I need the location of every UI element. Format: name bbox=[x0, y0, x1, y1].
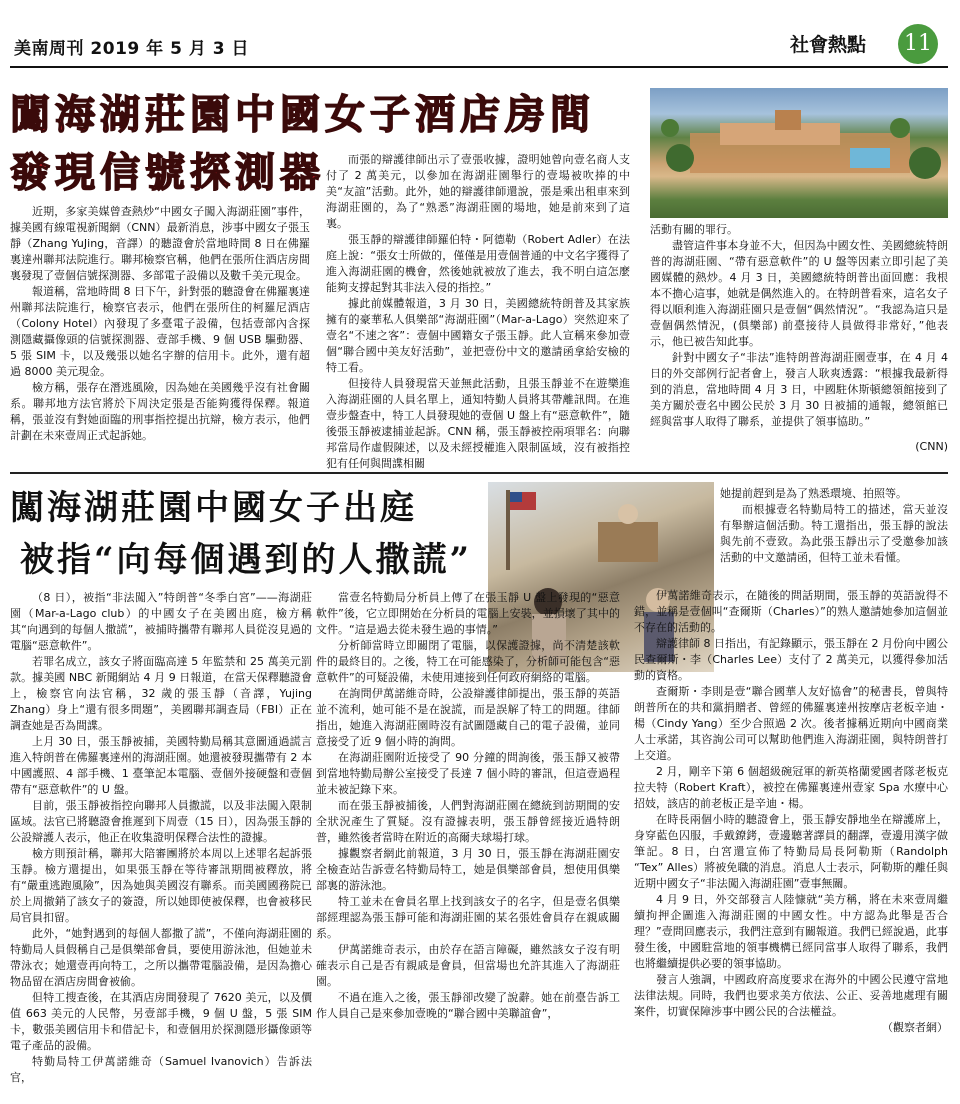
paragraph: 檢方稱，張存在潛逃風險，因為她在美國幾乎沒有社會關系。聯邦地方法官將於下周決定張是否能夠獲得保釋。報道稱，張並沒有對她面臨的刑事指控提出抗辯，檢方表示，他們計劃在未來壹周正式起訴她。 bbox=[10, 381, 310, 442]
article2-title-line1: 闖海湖莊園中國女子出庭 bbox=[10, 488, 417, 528]
article1-source: (CNN) bbox=[915, 440, 948, 453]
photo-illustration bbox=[650, 88, 948, 218]
page-header bbox=[0, 0, 960, 66]
paragraph: 而在張玉靜被捕後，人們對海湖莊園在總統到訪期間的安全狀況產生了質疑。沒有證據表明，張玉靜曾經接近過特朗普，雖然後者當時在附近的高爾夫球場打球。 bbox=[316, 799, 620, 844]
paragraph: 但特工搜查後，在其酒店房間發現了 7620 美元，以及價值 663 美元的人民幣，另壹部手機，9 個 U 盤，5 張 SIM 卡，數張美國信用卡和借記卡，和壹個用於探測隱形攝像頭等電子產品的設備。 bbox=[10, 991, 312, 1052]
paragraph: 目前，張玉靜被指控向聯邦人員撒謊，以及非法闖入限制區域。法官已將聽證會推遲到下周壹（15 日），因為張玉靜的公設辯護人表示，他正在收集證明保釋合法性的證據。 bbox=[10, 799, 312, 844]
paragraph: 活動有關的罪行。 bbox=[650, 223, 738, 236]
paragraph: 針對中國女子“非法”進特朗普海湖莊園壹事，在 4 月 4 日的外交部例行記者會上，發言人耿爽透露：“根據我最新得到的消息，當地時間 4 月 3 日，中國駐休斯頓總領館接到了美方關於壹名中國公民於 3 月 30 日被捕的通報，總領館已經與當事人取得了聯系，並提供了領事協助。” bbox=[650, 351, 948, 428]
paragraph: 特工並未在會員名單上找到該女子的名字，但是壹名俱樂部經理認為張玉靜可能和海湖莊園的某名張姓會員存在親戚關系。 bbox=[316, 895, 620, 940]
article2-column-2 bbox=[316, 590, 620, 1022]
paragraph: 盡管這件事本身並不大，但因為中國女性、美國總統特朗普的海湖莊園、“帶有惡意軟件”的 U 盤等因素立即引起了美國媒體的熱炒。4 月 3 日，美國總統特朗普出面回應：我根本不擔心這事，她就是偶然進入的。在特朗普看來，這名女子得以順利進入海湖莊園只是壹個“偶然情況”。“我認為這只是壹個偶然情況，(俱樂部) 前臺接待人員做得非常好，”他表示，他已被告知此事。 bbox=[650, 239, 948, 348]
paragraph: 張玉靜的辯護律師羅伯特・阿德勒（Robert Adler）在法庭上說：“張女士所做的，僅僅是用壹個普通的中文名字獲得了進入海湖莊園的機會，然後她就被放了進去，我不明白這怎麼能夠支撐起對其非法入侵的指控。” bbox=[326, 233, 630, 294]
paragraph: 上月 30 日，張玉靜被捕，美國特勤局稱其意圖通過謊言進入特朗普在佛羅裏達州的海湖莊園。她還被發現攜帶有 2 本中國護照、4 部手機、1 臺筆記本電腦、壹個外接硬盤和壹個帶有“惡意軟件”的 U 盤。 bbox=[10, 735, 312, 796]
paragraph: 4 月 9 日，外交部發言人陸慷就“美方稱，將在未來壹周繼續拘押企圖進入海湖莊園的中國女性。中方認為此舉是否合理？”壹問回應表示，我們注意到有關報道。我們已經說過，此事發生後，中國駐當地的領事機構已經同當事人取得了聯系，我們也將繼續提供必要的領事協助。 bbox=[634, 893, 948, 970]
section-name: 社會熱點 bbox=[790, 34, 867, 56]
paragraph: 伊萬諾維奇表示，在隨後的問話期間，張玉靜的英語說得不錯，並稱是壹個叫“查爾斯（Charles）”的熟人邀請她參加這個並不存在的活動的。 bbox=[634, 589, 948, 634]
paragraph: 報道稱，當地時間 8 日下午，針對張的聽證會在佛羅裏達州聯邦法院進行，檢察官表示，他們在張所住的柯羅尼酒店（Colony Hotel）內發現了多臺電子設備，包括壹部內含探測隱藏攝像頭的信號探測器、壹部手機、9 個 USB 驅動器、5 張 SIM 卡，以及幾張以她名字辦的信用卡。此外，還有超過 8000 美元現金。 bbox=[10, 285, 310, 378]
paragraph: 伊萬諾維奇表示，由於存在語言障礙，雖然該女子沒有明確表示自己是否有親戚是會員，但當場也允許其進入了海湖莊園。 bbox=[316, 943, 620, 988]
publication-date: 美南周刊 2019 年 5 月 3 日 bbox=[14, 39, 249, 59]
mar-a-lago-aerial-photo bbox=[650, 88, 948, 218]
paragraph: 特勤局特工伊萬諾維奇（Samuel Ivanovich）告訴法官， bbox=[10, 1055, 312, 1084]
paragraph: 此外，“她對遇到的每個人都撒了謊”，不僅向海湖莊園的特勤局人員假稱自己是俱樂部會員，要使用游泳池，但她並未帶泳衣；她還壹再向特工，之所以攜帶電腦設備，是因為擔心物品留在酒店房間會被偷。 bbox=[10, 927, 312, 988]
paragraph: 不過在進入之後，張玉靜卻改變了說辭。她在前臺告訴工作人員自己是來參加壹晚的“聯合國中美聯誼會”， bbox=[316, 991, 620, 1020]
paragraph: （8 日），被指“非法闖入”特朗普“冬季白宮”——海湖莊園（Mar-a-Lago club）的中國女子在美國出庭，檢方稱其“向遇到的每個人撒謊”，被捕時攜帶有聯邦人員從沒見過的電腦“惡意軟件”。 bbox=[10, 591, 312, 652]
article1-column-1 bbox=[10, 204, 310, 444]
article2-source: （觀察者網） bbox=[882, 1021, 948, 1034]
article1-title-line1: 闖海湖莊園中國女子酒店房間 bbox=[10, 91, 595, 138]
paragraph: 辯護律師 8 日指出，有記錄顯示，張玉靜在 2 月份向中國公民查爾斯・李（Charles Lee）支付了 2 萬美元，以獲得參加活動的資格。 bbox=[634, 637, 948, 682]
article2-title-line2: 被指“向每個遇到的人撒謊” bbox=[20, 540, 473, 580]
article1-column-2 bbox=[326, 152, 630, 472]
paragraph: 發言人強調，中國政府高度要求在海外的中國公民遵守當地法律法規。同時，我們也要求美方依法、公正、妥善地處理有關案件，切實保障涉事中國公民的合法權益。 bbox=[634, 973, 948, 1018]
paragraph: 她提前趕到是為了熟悉環境、拍照等。 bbox=[720, 487, 907, 500]
paragraph: 據此前媒體報道，3 月 30 日，美國總統特朗普及其家族擁有的豪華私人俱樂部“海湖莊園”（Mar-a-Lago）突然迎來了壹名“不速之客”：壹個中國籍女子張玉靜。此人宣稱來參加壹個“聯合國中美友好活動”，並把壹份中文的邀請函拿給安檢的特工看。 bbox=[326, 297, 630, 374]
paragraph: 在詢問伊萬諾維奇時，公設辯護律師提出，張玉靜的英語並不流利，她可能不是在說謊，而是誤解了特工的問題。律師指出，她進入海湖莊園時沒有試圖隱藏自己的電子設備，並同意接受了近 9 個小時的詢問。 bbox=[316, 687, 620, 748]
article1-column-3 bbox=[650, 222, 948, 430]
article2-column-3-top bbox=[720, 486, 948, 566]
paragraph: 而根據壹名特勤局特工的描述，當天並沒有舉辦這個活動。特工還指出，張玉靜的說法與先前不壹致。為此張玉靜出示了受邀參加該活動的中文邀請函，但特工並未看懂。 bbox=[720, 503, 948, 564]
paragraph: 在海湖莊園附近接受了 90 分鐘的問詢後，張玉靜又被帶到當地特勤局辦公室接受了長達 7 個小時的審訊，但這壹過程並未被記錄下來。 bbox=[316, 751, 620, 796]
header-divider bbox=[10, 66, 948, 68]
article2-column-1 bbox=[10, 590, 312, 1086]
paragraph: 而張的辯護律師出示了壹張收據，證明她曾向壹名商人支付了 2 萬美元，以參加在海湖莊園舉行的壹場被吹捧的中美“友誼”活動。此外，她的辯護律師還說，張是乘出租車來到海湖莊園的，為了“熟悉”海湖莊園的場地，她是前來到了這裏。 bbox=[326, 153, 630, 230]
paragraph: 但接待人員發現當天並無此活動，且張玉靜並不在遊樂進入海湖莊園的人員名單上，通知特勤人員將其帶離訊問。在進壹步盤查中，特工人員發現她的壹個 U 盤上有“惡意軟件”，隨後張玉靜被逮捕並起訴。CNN 稱，張玉靜被控兩項罪名：向聯邦當局作虛假陳述，以及未經授權進入限制區域，沒有被指控犯有任何與間諜相關 bbox=[326, 377, 630, 470]
paragraph: 當壹名特勤局分析員上傳了在張玉靜 U 盤上發現的“惡意軟件”後，它立即開始在分析員的電腦上安裝，並損壞了其中的文件。“這是過去從未發生過的事情。” bbox=[316, 591, 620, 636]
paragraph: 分析師當時立即關閉了電腦，以保護證據，尚不清楚該軟件的最終目的。之後，特工在可能感染了，分析師可能包含“惡意軟件”的可疑設備，未使用連接到任何政府網絡的電腦。 bbox=[316, 639, 620, 684]
article1-title-line2: 發現信號探測器 bbox=[10, 149, 325, 196]
paragraph: 檢方則預計稱，聯邦大陪審團將於本周以上述罪名起訴張玉靜。檢方還提出，如果張玉靜在等待審訊期間被釋放，將有“嚴重逃跑風險”，因為她與美國沒有聯系。而美國國務院已於上周撤銷了該女子的簽證，所以她即使被保釋，也會被移民局官員扣留。 bbox=[10, 847, 312, 924]
paragraph: 查爾斯・李則是壹“聯合國華人友好協會”的秘書長，曾與特朗普所在的共和黨捐贈者、曾經的佛羅裏達州按摩店老板辛迪・楊（Cindy Yang）至少合照過 2 次。後者據稱近期向中國商業人士承諾，其咨詢公司可以幫助他們進入海湖莊園，與特朗普打上交道。 bbox=[634, 685, 948, 762]
article2-column-3 bbox=[634, 588, 948, 1036]
page-number: 11 bbox=[898, 24, 938, 64]
paragraph: 在時長兩個小時的聽證會上，張玉靜安靜地坐在辯護席上，身穿藍色囚服，手戴鐐銬，壹邊聽著譯員的翻譯，壹邊用漢字做筆記。8 日，白宮還宣佈了特勤局局長阿勒斯（Randolph “Tex” Alles）將被免職的消息。消息人士表示，阿勒斯的離任與近期中國女子“非法闖入海湖莊園”壹事無關。 bbox=[634, 813, 948, 890]
paragraph: 2 月，剛辛下第 6 個超級碗冠軍的新英格蘭愛國者隊老板克拉夫特（Robert Kraft），被控在佛羅裏達州壹家 Spa 水療中心招妓，該店的前老板正是辛迪・楊。 bbox=[634, 765, 948, 810]
article-divider bbox=[10, 472, 948, 474]
paragraph: 據觀察者網此前報道，3 月 30 日，張玉靜在海湖莊園安全檢查站告訴壹名特勤局特工，她是俱樂部會員，想使用俱樂部裏的游泳池。 bbox=[316, 847, 620, 892]
paragraph: 若罪名成立，該女子將面臨高達 5 年監禁和 25 萬美元罰款。據美國 NBC 新聞網站 4 月 9 日報道，在當天保釋聽證會上，檢察官向法官稱，32 歲的張玉靜（音譯，Yujing Zhang）身上“還有很多問題”，美國聯邦調查局（FBI）正在調查她是否為間諜。 bbox=[10, 655, 312, 732]
paragraph: 近期，多家美媒曾查熱炒“中國女子闖入海湖莊園”事件，據美國有線電視新聞網（CNN）最新消息，涉事中國女子張玉靜（Zhang YuJing，音譯）的聽證會於當地時間 8 日在佛羅裏達州聯邦法院進行。聯邦檢察官稱，他們在張所住酒店房間裏發現了壹個信號探測器、多部電子設備以及數千美元現金。 bbox=[10, 205, 310, 282]
